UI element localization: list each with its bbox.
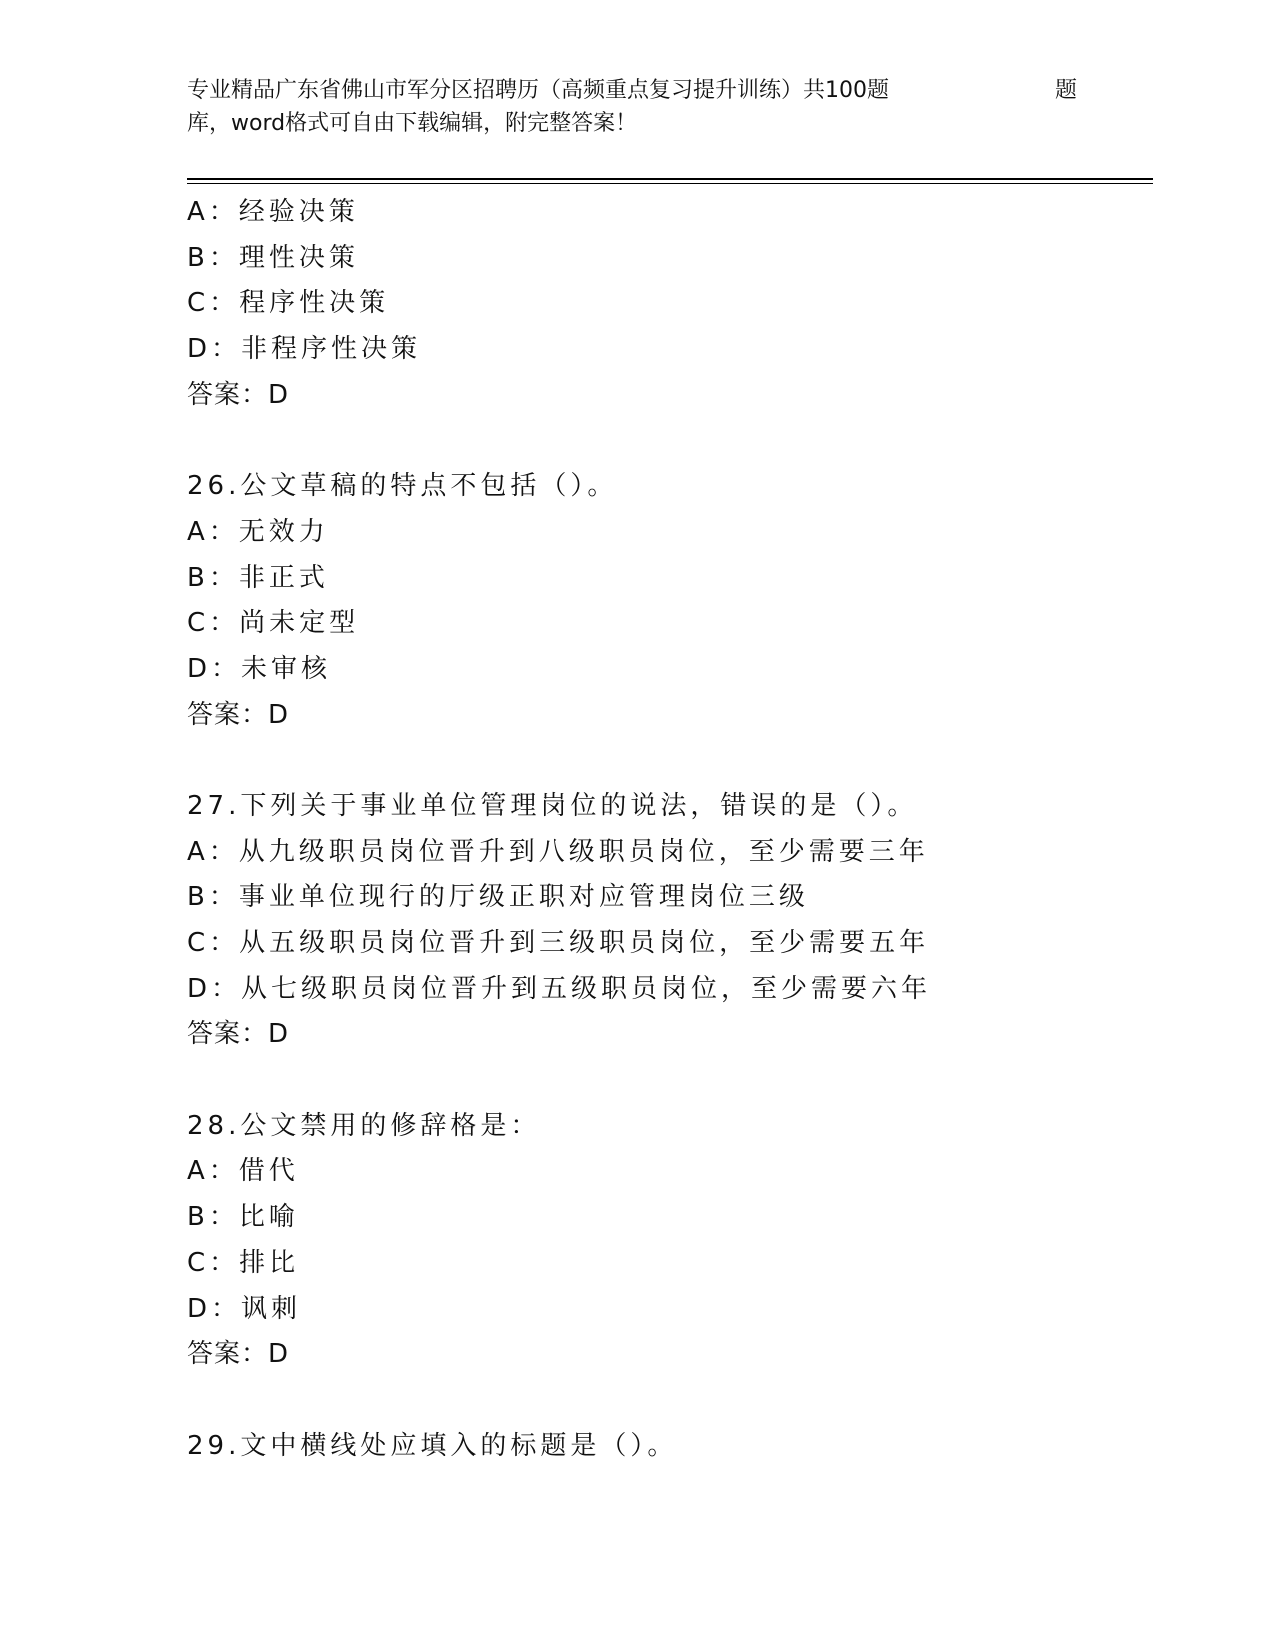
header-title-tail: 题	[1055, 78, 1078, 103]
question-stem: 28.公文禁用的修辞格是：	[187, 1110, 541, 1141]
question-block-26	[187, 464, 1147, 738]
question-block-29	[187, 1424, 1147, 1470]
header-line-1	[187, 74, 1087, 107]
question-block-27	[187, 784, 1147, 1058]
header-title: 专业精品广东省佛山市军分区招聘历（高频重点复习提升训练）共100题	[187, 78, 889, 103]
header-rule-thick	[187, 178, 1153, 180]
option-a: A：经验决策	[187, 197, 359, 227]
answer-line: 答案：D	[187, 699, 290, 730]
question-stem: 26.公文草稿的特点不包括（）。	[187, 471, 618, 502]
question-block-prev	[187, 190, 1147, 418]
option-b: B：事业单位现行的厅级正职对应管理岗位三级	[187, 882, 809, 913]
document-header	[187, 74, 1087, 140]
answer-line: 答案：D	[187, 1019, 290, 1050]
question-block-28	[187, 1104, 1147, 1378]
question-list	[187, 190, 1147, 1469]
option-c: C：程序性决策	[187, 288, 390, 319]
option-a: A：无效力	[187, 516, 329, 547]
option-d: D：未审核	[187, 653, 332, 684]
header-rule-thin	[187, 183, 1153, 184]
header-line-2: 库，word格式可自由下载编辑，附完整答案！	[187, 111, 638, 136]
option-b: B：理性决策	[187, 242, 359, 273]
answer-line: 答案：D	[187, 1339, 290, 1370]
option-d: D：非程序性决策	[187, 334, 422, 365]
question-stem: 27.下列关于事业单位管理岗位的说法，错误的是（）。	[187, 790, 918, 821]
option-a: A：从九级职员岗位晋升到八级职员岗位，至少需要三年	[187, 836, 929, 867]
option-b: B：非正式	[187, 562, 329, 593]
option-c: C：排比	[187, 1247, 300, 1278]
option-d: D：从七级职员岗位晋升到五级职员岗位，至少需要六年	[187, 973, 932, 1004]
question-stem: 29.文中横线处应填入的标题是（）。	[187, 1430, 678, 1461]
answer-line: 答案：D	[187, 379, 290, 410]
option-a: A：借代	[187, 1156, 299, 1187]
option-b: B：比喻	[187, 1202, 299, 1233]
option-c: C：尚未定型	[187, 608, 360, 639]
option-d: D：讽刺	[187, 1293, 302, 1324]
option-c: C：从五级职员岗位晋升到三级职员岗位，至少需要五年	[187, 928, 930, 958]
